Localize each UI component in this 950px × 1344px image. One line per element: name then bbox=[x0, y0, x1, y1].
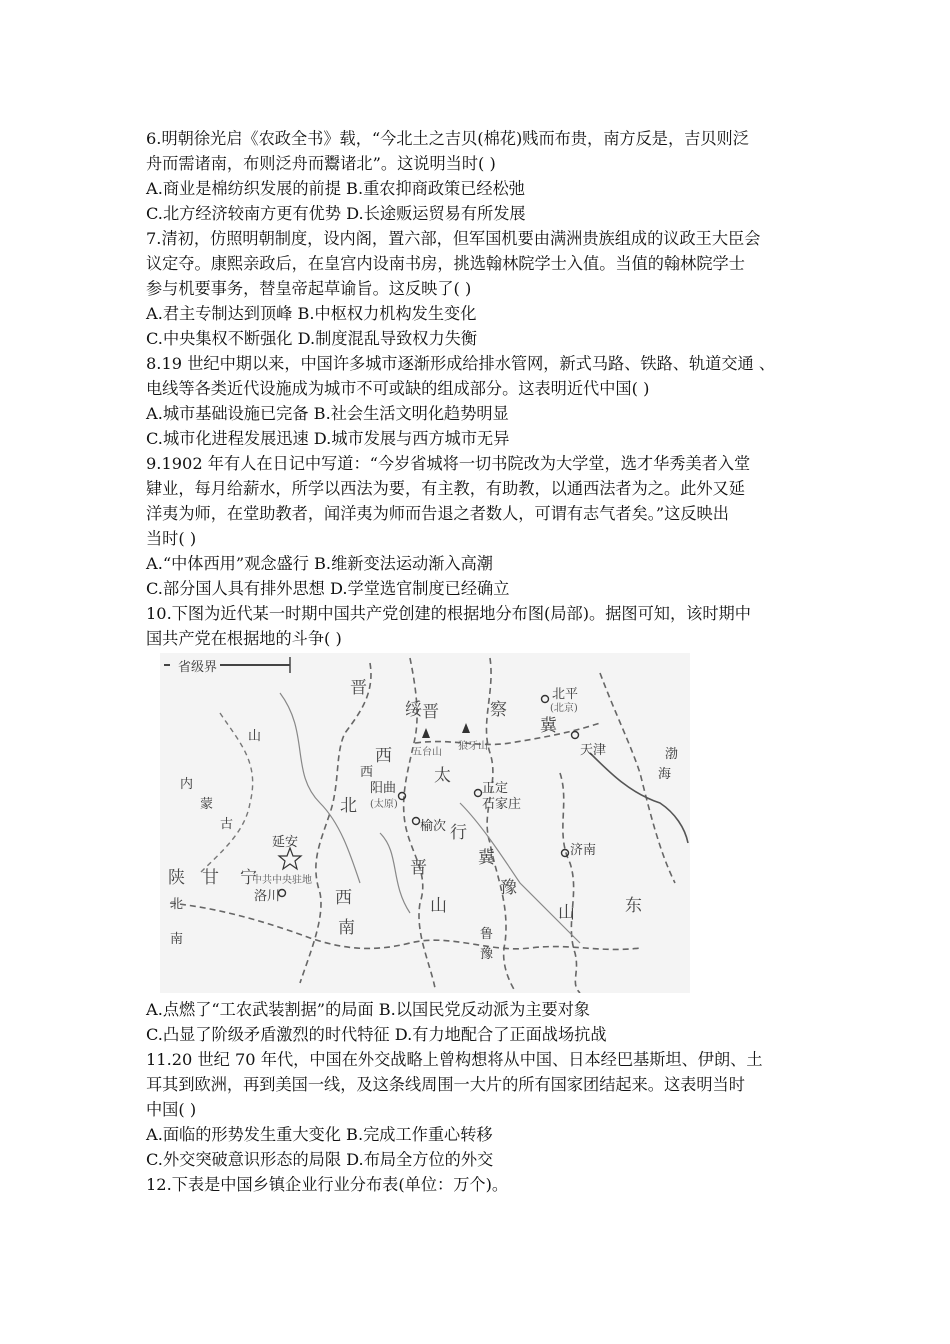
question-9 bbox=[146, 451, 826, 601]
map-region-label: 太 bbox=[434, 766, 451, 786]
question-11 bbox=[146, 1047, 826, 1172]
question-stem-line: 12.下表是中国乡镇企业行业分布表(单位：万个)。 bbox=[146, 1175, 509, 1194]
map-place-label: 渤 bbox=[665, 747, 679, 762]
options-line: C.部分国人具有排外思想 D.学堂选官制度已经确立 bbox=[146, 579, 510, 598]
question-stem-line: 8.19 世纪中期以来，中国许多城市逐渐形成给排水管网，新式马路、铁路、轨道交通 、 bbox=[146, 354, 776, 373]
question-stem-line: 中国( ) bbox=[146, 1100, 197, 1119]
map-region-label: 豫 bbox=[500, 878, 517, 898]
map-place-label: 蒙 bbox=[200, 797, 214, 812]
map-region-label: 冀 bbox=[540, 716, 557, 736]
options-line: A.“中体西用”观念盛行 B.维新变法运动渐入高潮 bbox=[146, 554, 493, 573]
map-place-label: 古 bbox=[220, 817, 234, 832]
question-8 bbox=[146, 351, 826, 451]
map-place-label: (北京) bbox=[550, 703, 578, 714]
map-region-label: 北 bbox=[340, 796, 357, 816]
question-stem-line: 7.清初，仿照明朝制度，设内阁，置六部，但军国机要由满洲贵族组成的议政王大臣会 bbox=[146, 229, 761, 248]
question-stem-line: 10.下图为近代某一时期中国共产党创建的根据地分布图(局部)。据图可知，该时期中 bbox=[146, 604, 751, 623]
map-region-label: 山 bbox=[248, 729, 262, 744]
map-place-label: 北平 bbox=[552, 687, 579, 702]
map-region-label: 南 bbox=[170, 932, 184, 947]
options-line: C.中央集权不断强化 D.制度混乱导致权力失衡 bbox=[146, 329, 478, 348]
map-region-label: 陕 bbox=[168, 868, 185, 888]
map-region-label: 西 bbox=[360, 765, 374, 780]
question-stem-line: 舟而需诸南，布则泛舟而鬻诸北”。这说明当时( ) bbox=[146, 154, 496, 173]
map-region-label: 察 bbox=[490, 700, 507, 720]
options-line: A.商业是棉纺织发展的前提 B.重农抑商政策已经松弛 bbox=[146, 179, 525, 198]
map-place-label: 正定 bbox=[482, 781, 509, 796]
map-region-label: 山 bbox=[430, 896, 447, 916]
question-stem-line: 洋夷为师，在堂助教者，闻洋夷为师而告退之者数人，可谓有志气者矣。”这反映出 bbox=[146, 504, 729, 523]
map-region-label: 行 bbox=[450, 823, 467, 843]
map-region-label: 西 bbox=[335, 888, 352, 908]
map-region-label: 山 bbox=[558, 903, 575, 923]
map-legend-label: 省级界 bbox=[178, 660, 218, 675]
map-region-label: 西 bbox=[375, 746, 392, 766]
options-line: C.北方经济较南方更有优势 D.长途贩运贸易有所发展 bbox=[146, 204, 526, 223]
question-stem-line: 肄业，每月给薪水，所学以西法为要，有主教，有助教，以通西法者为之。此外又延 bbox=[146, 479, 745, 498]
exam-page bbox=[146, 126, 826, 1197]
options-line: C.城市化进程发展迅速 D.城市发展与西方城市无异 bbox=[146, 429, 510, 448]
map-place-label: 石家庄 bbox=[482, 797, 522, 812]
question-stem-line: 9.1902 年有人在日记中写道：“今岁省城将一切书院改为大学堂，选才华秀美者入堂 bbox=[146, 454, 751, 473]
question-stem-line: 电线等各类近代设施成为城市不可或缺的组成部分。这表明近代中国( ) bbox=[146, 379, 650, 398]
question-stem-line: 参与机要事务，替皇帝起草谕旨。这反映了( ) bbox=[146, 279, 472, 298]
map-region-label: 宁 bbox=[240, 868, 257, 888]
map-region-label: 晋 bbox=[410, 858, 427, 878]
map-place-label: 内 bbox=[180, 777, 194, 792]
map-region-label: 南 bbox=[338, 918, 355, 938]
question-stem-line: 6.明朝徐光启《农政全书》载，“今北土之吉贝(棉花)贱而布贵，南方反是，吉贝则泛 bbox=[146, 129, 749, 148]
options-line: A.君主专制达到顶峰 B.中枢权力机构发生变化 bbox=[146, 304, 477, 323]
question-stem-line: 11.20 世纪 70 年代，中国在外交战略上曾构想将从中国、日本经巴基斯坦、伊朗、土 bbox=[146, 1050, 763, 1069]
map-region-label: 冀 bbox=[478, 848, 495, 868]
question-6 bbox=[146, 126, 826, 226]
options-line: C.外交突破意识形态的局限 D.布局全方位的外交 bbox=[146, 1150, 494, 1169]
question-stem-line: 当时( ) bbox=[146, 529, 197, 548]
map-place-label: (太原) bbox=[370, 799, 398, 810]
map-region-label: 东 bbox=[625, 896, 642, 916]
options-line: A.点燃了“工农武装割据”的局面 B.以国民党反动派为主要对象 bbox=[146, 1000, 591, 1019]
map-region-label: 北 bbox=[170, 897, 184, 912]
question-stem-line: 议定夺。康熙亲政后，在皇宫内设南书房，挑选翰林院学士入值。当值的翰林院学士 bbox=[146, 254, 745, 273]
map-region-label: 绥 bbox=[405, 700, 422, 720]
question-7 bbox=[146, 226, 826, 351]
map-region-label: 鲁 bbox=[480, 927, 494, 942]
map-place-label: 狼牙山 bbox=[458, 741, 488, 752]
question-stem-line: 耳其到欧洲，再到美国一线，及这条线周围一大片的所有国家团结起来。这表明当时 bbox=[146, 1075, 745, 1094]
map-place-label: 榆次 bbox=[420, 819, 447, 834]
options-line: C.凸显了阶级矛盾激烈的时代特征 D.有力地配合了正面战场抗战 bbox=[146, 1025, 607, 1044]
map-region-label: 甘 bbox=[202, 868, 219, 888]
map-place-label: 阳曲 bbox=[370, 781, 397, 796]
options-line: A.面临的形势发生重大变化 B.完成工作重心转移 bbox=[146, 1125, 493, 1144]
question-10 bbox=[146, 601, 826, 1047]
map-place-label: 海 bbox=[658, 767, 672, 782]
question-stem-line: 国共产党在根据地的斗争( ) bbox=[146, 629, 342, 648]
map-place-label: 天津 bbox=[580, 743, 607, 758]
base-area-map bbox=[160, 653, 690, 993]
map-region-label: 豫 bbox=[480, 947, 494, 962]
map-place-label: 中共中央驻地 bbox=[252, 875, 312, 886]
map-place-label: 延安 bbox=[272, 835, 299, 850]
map-place-label: 济南 bbox=[570, 843, 597, 858]
map-place-label: 洛川 bbox=[254, 889, 281, 904]
map-region-label: 晋 bbox=[350, 678, 367, 698]
options-line: A.城市基础设施已完备 B.社会生活文明化趋势明显 bbox=[146, 404, 509, 423]
map-region-label: 晋 bbox=[422, 702, 439, 722]
map-place-label: 五台山 bbox=[412, 747, 442, 758]
question-12 bbox=[146, 1172, 826, 1197]
